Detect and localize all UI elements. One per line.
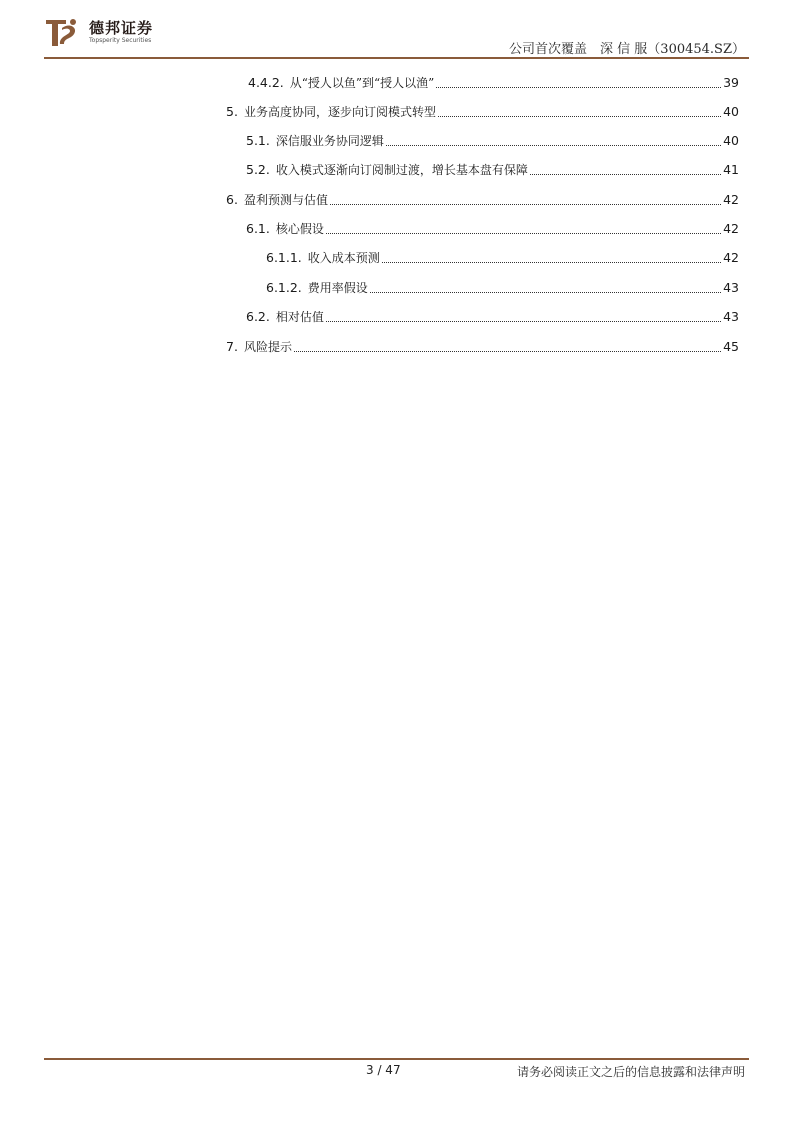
toc-leader-dots [382,261,721,263]
toc-item-page: 40 [723,104,739,119]
toc-leader-dots [436,86,721,88]
toc-item-page: 42 [723,192,739,207]
toc-item-page: 39 [723,75,739,90]
toc-leader-dots [530,173,721,175]
toc-item-page: 40 [723,133,739,148]
toc-item-page: 42 [723,250,739,265]
toc-leader-dots [294,350,721,352]
toc-item-number: 7. [226,339,238,354]
toc-item-number: 5. [226,104,238,119]
toc-item-page: 45 [723,339,739,354]
brand-name-cn: 德邦证券 [89,19,154,37]
toc-item-number: 6.1.2. [266,280,302,295]
toc-item-label: 收入模式逐渐向订阅制过渡，增长基本盘有保障 [275,163,528,177]
toc-item-number: 4.4.2. [248,75,284,90]
toc-item[interactable] [246,220,739,238]
footer-divider [44,1058,749,1060]
toc-item[interactable] [246,308,739,326]
toc-item[interactable] [246,132,739,150]
page-number: 3 / 47 [366,1063,401,1077]
toc-item-page: 43 [723,280,739,295]
toc-leader-dots [438,115,721,117]
toc-item[interactable] [246,161,739,179]
toc-item-label: 费用率假设 [307,281,368,295]
toc-item-page: 43 [723,309,739,324]
toc-item-label: 深信服业务协同逻辑 [275,134,384,148]
toc-item-label: 业务高度协同，逐步向订阅模式转型 [243,105,436,119]
toc-item[interactable] [266,279,739,297]
header-divider [44,57,749,59]
toc-item-label: 核心假设 [275,222,324,236]
toc-item-number: 6.2. [246,309,270,324]
toc-item-number: 5.2. [246,162,270,177]
report-title: 公司首次覆盖 深 信 服（300454.SZ） [509,42,745,57]
company-logo [44,16,184,56]
toc-item[interactable] [226,191,739,209]
toc-item-label: 收入成本预测 [307,251,380,265]
topsperity-logo-icon [44,16,80,50]
toc-item-page: 42 [723,221,739,236]
toc-leader-dots [370,291,721,293]
toc-item-number: 6.1. [246,221,270,236]
toc-leader-dots [326,320,721,322]
toc-item-label: 从“授人以鱼”到“授人以渔” [289,76,435,90]
toc-item-label: 相对估值 [275,310,324,324]
toc-item-page: 41 [723,162,739,177]
toc-item[interactable] [248,74,739,92]
toc-item-number: 5.1. [246,133,270,148]
toc-item[interactable] [226,338,739,356]
toc-item[interactable] [266,249,739,267]
toc-item-label: 风险提示 [243,340,292,354]
brand-name-en: Topsperity Securities [89,37,152,44]
toc-leader-dots [330,203,721,205]
legal-disclaimer: 请务必阅读正文之后的信息披露和法律声明 [516,1065,745,1079]
page-header [0,0,793,60]
toc-item-label: 盈利预测与估值 [243,193,328,207]
toc-leader-dots [386,144,721,146]
toc-item-number: 6.1.1. [266,250,302,265]
toc-item-number: 6. [226,192,238,207]
toc-item[interactable] [226,103,739,121]
toc-leader-dots [326,232,721,234]
